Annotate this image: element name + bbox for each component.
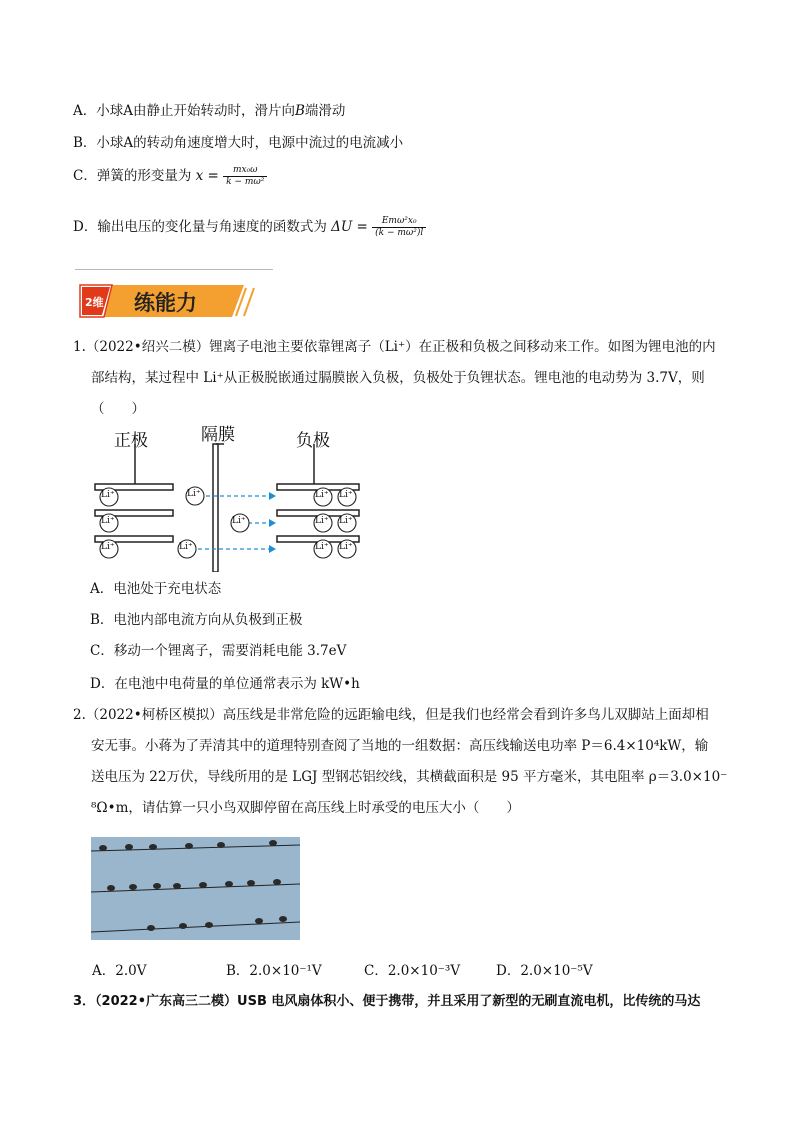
q1-option-a: A．电池处于充电状态 [90, 581, 222, 597]
q1-text-1: 1.（2022•绍兴二模）锂离子电池主要依靠锂离子（Li⁺）在正极和负极之间移动来工作。如图为锂电池的内 [73, 339, 716, 355]
li-ion-label: Li⁺ [315, 490, 329, 500]
li-ion-label: Li⁺ [315, 516, 329, 526]
option-c-top: C．弹簧的形变量为 x = $\frac{\text{mx₀ω}}{\text{k − mω²}}$ [73, 165, 267, 188]
li-ion-label: Li⁺ [101, 542, 115, 552]
q1-option-c: C．移动一个锂离子，需要消耗电能 3.7eV [90, 643, 347, 659]
option-b-top: B．小球A的转动角速度增大时，电源中流过的电流减小 [73, 135, 404, 151]
option-d-top: D．输出电压的变化量与角速度的函数式为 ΔU = $\frac{\text{Emω²x₀}}{\text{(k − mω²)l}}$ [73, 216, 426, 239]
q2-text-3: 送电压为 22万伏，导线所用的是 LGJ 型钢芯铝绞线，其横截面积是 95 平方毫米，其电阻率 ρ＝3.0×10⁻ [91, 769, 728, 785]
li-ion-label: Li⁺ [179, 542, 193, 552]
q1-text-2: 部结构，某过程中 Li⁺从正极脱嵌通过膈膜嵌入负极，负极处于负锂状态。锂电池的电动势为 3.7V，则 [91, 370, 705, 386]
q2-option-c: C．2.0×10⁻³V [364, 963, 461, 979]
q2-text-1: 2.（2022•柯桥区模拟）高压线是非常危险的远距输电线，但是我们也经常会看到许多鸟儿双脚站上面却相 [73, 707, 709, 723]
option-a-top: A．小球A由静止开始转动时，滑片向B端滑动 [73, 103, 346, 119]
positive-electrode-label: 正极 [114, 431, 148, 451]
q1-option-b: B．电池内部电流方向从负极到正极 [90, 612, 303, 628]
li-ion-label: Li⁺ [101, 516, 115, 526]
separator-label: 隔膜 [201, 425, 235, 445]
q3-text-1: 3．（2022•广东高三二模）USB 电风扇体积小、便于携带，并且采用了新型的无刷直流电机，比传统的马达 [73, 994, 701, 1009]
section-title: 练能力 [134, 291, 197, 315]
q2-option-a: A．2.0V [92, 963, 147, 979]
li-ion-label: Li⁺ [232, 516, 246, 526]
li-ion-label: Li⁺ [339, 542, 353, 552]
battery-figure [92, 422, 372, 572]
li-ion-label: Li⁺ [339, 490, 353, 500]
birds-on-wire-photo [91, 837, 300, 940]
li-ion-label: Li⁺ [187, 489, 201, 499]
section-badge: 2维 [85, 296, 104, 309]
li-ion-label: Li⁺ [101, 490, 115, 500]
fraction: $\frac{\text{Emω²x₀}}{\text{(k − mω²)l}}$ [372, 216, 426, 239]
q1-option-d: D．在电池中电荷量的单位通常表示为 kW•h [90, 676, 360, 692]
li-ion-label: Li⁺ [339, 516, 353, 526]
fraction: $\frac{\text{mx₀ω}}{\text{k − mω²}}$ [223, 165, 267, 188]
q2-text-4: ⁸Ω•m，请估算一只小鸟双脚停留在高压线上时承受的电压大小（ ） [91, 800, 520, 816]
q1-text-3: （ ） [91, 401, 145, 417]
li-ion-label: Li⁺ [315, 542, 329, 552]
section-header [78, 282, 258, 322]
q2-option-b: B．2.0×10⁻¹V [226, 963, 322, 979]
q2-option-d: D．2.0×10⁻⁵V [496, 963, 593, 979]
divider [75, 269, 273, 270]
q2-text-2: 安无事。小蒋为了弄清其中的道理特别查阅了当地的一组数据：高压线输送电功率 P＝6.4×10⁴kW，输 [91, 738, 709, 754]
negative-electrode-label: 负极 [296, 431, 330, 451]
